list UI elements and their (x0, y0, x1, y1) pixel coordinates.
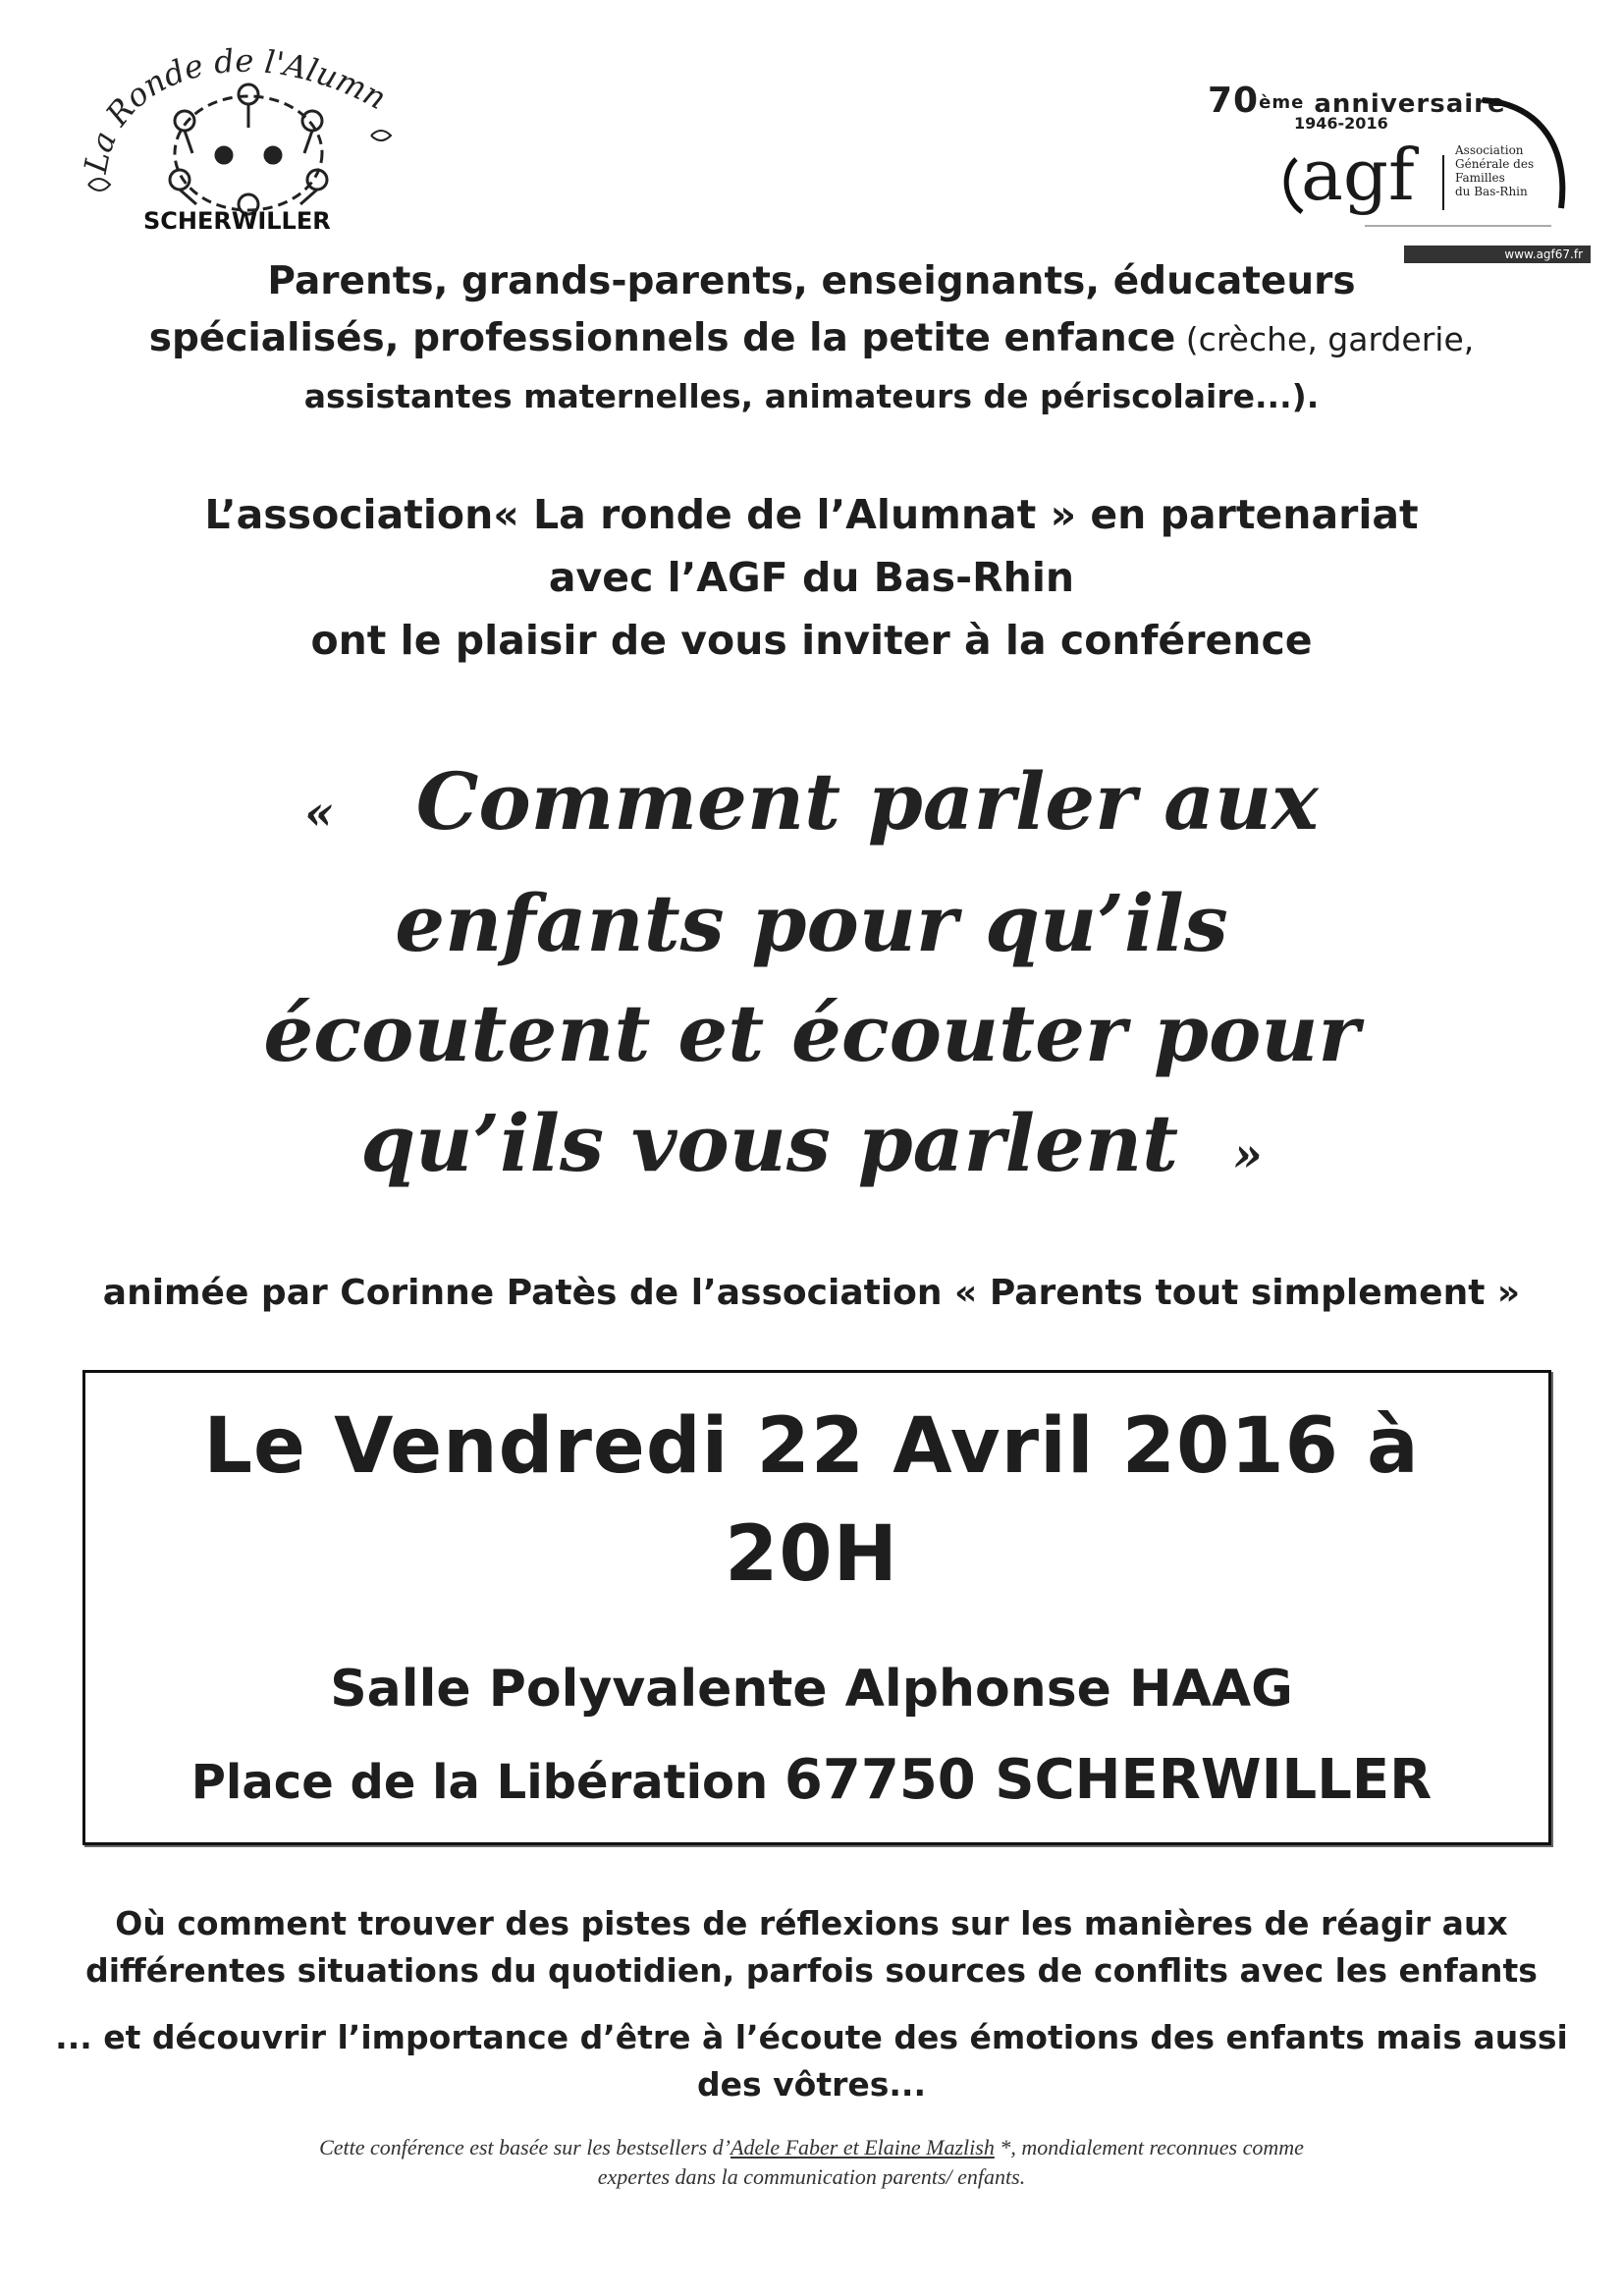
description-line: des vôtres... (697, 2065, 926, 2104)
anniversary-years: 1946-2016 (1294, 114, 1388, 133)
audience-line: Parents, grands-parents, enseignants, éducateurs (267, 259, 1356, 303)
description-line: ... et découvrir l’importance d’être à l’écoute des émotions des enfants mais aussi (55, 2018, 1568, 2056)
agf-wordmark: agf (1301, 134, 1415, 216)
title-line: qu’ils vous parlent (360, 1097, 1179, 1189)
conference-description (0, 1900, 1623, 2108)
close-quote: » (1232, 1127, 1263, 1182)
event-date (0, 1393, 1623, 1609)
ronde-alumnat-logo (77, 37, 430, 244)
speaker-line: animée par Corinne Patès de l’association « Parents tout simplement » (102, 1273, 1521, 1313)
conference-title (0, 746, 1623, 1210)
audience-block (0, 253, 1623, 425)
intro-line: avec l’AGF du Bas-Rhin (548, 554, 1075, 601)
logo-village-text: SCHERWILLER (143, 207, 331, 235)
intro-line: ont le plaisir de vous inviter à la conférence (310, 617, 1313, 664)
footnote-line: expertes dans la communication parents/ enfants. (597, 2164, 1026, 2189)
svg-text:La Ronde de l'Alumnat (77, 37, 393, 177)
children-circle-icon (77, 37, 430, 244)
title-line: Comment parler aux (415, 755, 1319, 847)
agf-logo (1168, 81, 1581, 267)
audience-line: assistantes maternelles, animateurs de périscolaire...). (303, 377, 1320, 415)
anniversary-label: 70ème anniversaire (1208, 81, 1506, 121)
agf-website: www.agf67.fr (1404, 246, 1591, 263)
description-line: Où comment trouver des pistes de réflexions sur les manières de réagir aux (115, 1904, 1508, 1942)
agf-description: Association Générale des Familles du Bas-Rhin (1455, 143, 1535, 198)
time-line: 20H (725, 1510, 898, 1599)
open-quote: « (304, 786, 335, 841)
event-hall: Salle Polyvalente Alphonse HAAG (330, 1660, 1293, 1719)
audience-line: spécialisés, professionnels de la petite enfance (crèche, garderie, (148, 316, 1475, 360)
logo-arc-text: La Ronde de l'Alumn (77, 41, 393, 177)
description-line: différentes situations du quotidien, parfois sources de conflits avec les enfants (85, 1951, 1538, 1990)
authors-name: Adele Faber et Elaine Mazlish (730, 2135, 995, 2159)
footnote: Cette conférence est basée sur les bestsellers d’Adele Faber et Elaine Mazlish *, mondialement reconnues comme expertes dans la communication parents/ enfants. (0, 2133, 1623, 2192)
invitation-intro (0, 483, 1623, 672)
intro-line: L’association« La ronde de l’Alumnat » en partenariat (204, 491, 1419, 538)
title-line: écoutent et écouter pour (263, 987, 1360, 1079)
title-line: enfants pour qu’ils (395, 877, 1228, 969)
date-line: Le Vendredi 22 Avril 2016 à (203, 1402, 1420, 1491)
event-address: Place de la Libération 67750 SCHERWILLER (190, 1748, 1433, 1812)
